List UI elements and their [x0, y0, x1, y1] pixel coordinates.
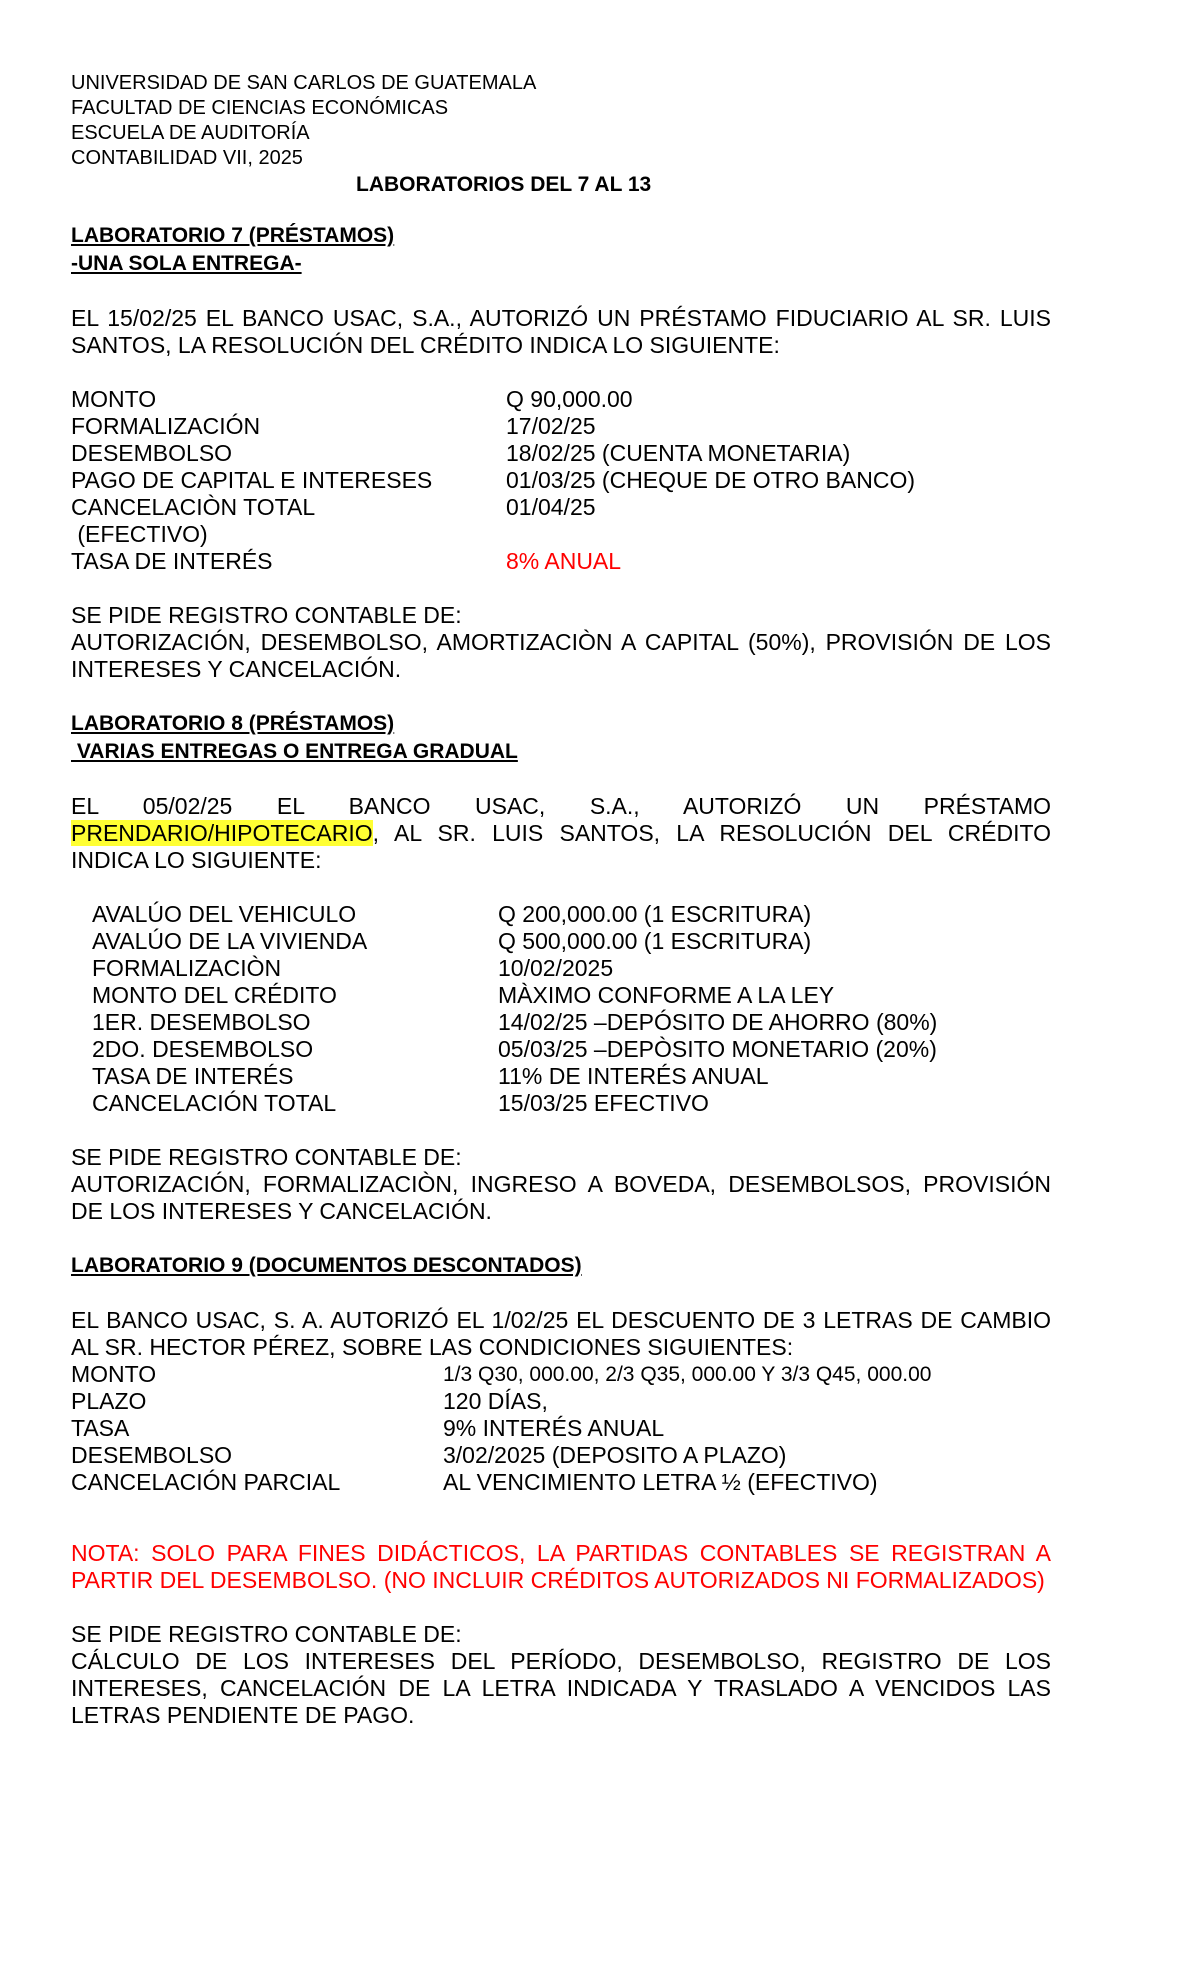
term-value: 01/04/25 [506, 494, 596, 520]
term-row [92, 982, 1051, 1009]
term-row [92, 1063, 1051, 1090]
term-label: FORMALIZACIÒN [92, 955, 282, 981]
term-value: 01/03/25 (CHEQUE DE OTRO BANCO) [506, 467, 915, 493]
term-value: 10/02/2025 [498, 955, 614, 981]
term-row [92, 955, 1051, 982]
lab8-terms [71, 901, 1051, 1117]
term-label: 2DO. DESEMBOLSO [92, 1036, 314, 1062]
lab7-terms [71, 386, 1051, 575]
term-row [71, 1469, 1051, 1496]
lab8-request-text: AUTORIZACIÓN, FORMALIZACIÒN, INGRESO A BOVEDA, DESEMBOLSOS, PROVISIÓN DE LOS INTERESES Y CANCELACIÓN. [71, 1171, 1051, 1224]
term-value: 9% INTERÉS ANUAL [443, 1415, 665, 1441]
term-label: MONTO [71, 1361, 157, 1387]
term-row [92, 1009, 1051, 1036]
term-row [92, 1090, 1051, 1117]
term-row [71, 386, 1051, 413]
institution-header [71, 71, 1051, 171]
document-content [71, 71, 1051, 1729]
lab8-intro-line: EL 05/02/25 EL BANCO USAC, S.A., AUTORIZÓ UN PRÉSTAMO [71, 793, 1051, 819]
term-label: CANCELACIÒN TOTAL [71, 494, 316, 520]
header-line: FACULTAD DE CIENCIAS ECONÓMICAS [71, 97, 449, 119]
term-label: AVALÚO DE LA VIVIENDA [92, 928, 368, 954]
interest-rate-value: 8% ANUAL [506, 548, 622, 574]
term-value: Q 90,000.00 [506, 386, 633, 412]
term-row [92, 1036, 1051, 1063]
lab8-intro [71, 793, 1051, 874]
term-label: CANCELACIÓN TOTAL [92, 1090, 337, 1116]
didactic-note: NOTA: SOLO PARA FINES DIDÁCTICOS, LA PARTIDAS CONTABLES SE REGISTRAN A PARTIR DEL DESEMBOLSO. (NO INCLUIR CRÉDITOS AUTORIZADOS NI FORMALIZADOS) [71, 1540, 1051, 1593]
term-value: 17/02/25 [506, 413, 596, 439]
term-row [71, 1361, 1051, 1388]
term-label: TASA [71, 1415, 130, 1441]
term-row [71, 1388, 1051, 1415]
term-value: 1/3 Q30, 000.00, 2/3 Q35, 000.00 Y 3/3 Q45, 000.00 [443, 1363, 932, 1386]
lab9-request-text: CÁLCULO DE LOS INTERESES DEL PERÍODO, DESEMBOLSO, REGISTRO DE LOS INTERESES, CANCELACIÓN DE LA LETRA INDICADA Y TRASLADO A VENCIDOS LAS LETRAS PENDIENTE DE PAGO. [71, 1648, 1051, 1728]
document-title: LABORATORIOS DEL 7 AL 13 [356, 173, 652, 196]
lab8-intro-line [71, 820, 1051, 847]
term-label: MONTO DEL CRÉDITO [92, 982, 337, 1008]
highlighted-loan-type: PRENDARIO/HIPOTECARIO [71, 820, 373, 846]
lab7-title: LABORATORIO 7 (PRÉSTAMOS) [71, 224, 395, 247]
lab9-request-label: SE PIDE REGISTRO CONTABLE DE: [71, 1621, 462, 1647]
term-label: MONTO [71, 386, 157, 412]
term-label: PLAZO [71, 1388, 147, 1414]
term-row [71, 494, 1051, 521]
term-label: TASA DE INTERÉS [92, 1063, 294, 1089]
term-row [71, 1415, 1051, 1442]
term-row [71, 440, 1051, 467]
lab9-intro: EL BANCO USAC, S. A. AUTORIZÓ EL 1/02/25 EL DESCUENTO DE 3 LETRAS DE CAMBIO AL SR. HECTOR PÉREZ, SOBRE LAS CONDICIONES SIGUIENTES: [71, 1307, 1051, 1360]
term-label: 1ER. DESEMBOLSO [92, 1009, 311, 1035]
lab8-request-label: SE PIDE REGISTRO CONTABLE DE: [71, 1144, 462, 1170]
term-value: MÀXIMO CONFORME A LA LEY [498, 982, 835, 1008]
lab7-request-text: AUTORIZACIÓN, DESEMBOLSO, AMORTIZACIÒN A CAPITAL (50%), PROVISIÓN DE LOS INTERESES Y CANCELACIÓN. [71, 629, 1051, 682]
lab7-request-label: SE PIDE REGISTRO CONTABLE DE: [71, 602, 462, 628]
term-value: 3/02/2025 (DEPOSITO A PLAZO) [443, 1442, 787, 1468]
term-label: DESEMBOLSO [71, 1442, 233, 1468]
term-label: FORMALIZACIÓN [71, 413, 261, 439]
header-line: UNIVERSIDAD DE SAN CARLOS DE GUATEMALA [71, 72, 537, 94]
lab8-subtitle: VARIAS ENTREGAS O ENTREGA GRADUAL [71, 740, 518, 763]
term-label: AVALÚO DEL VEHICULO [92, 901, 357, 927]
term-row [71, 548, 1051, 575]
lab8-intro-rest: , AL SR. LUIS SANTOS, LA RESOLUCIÓN DEL CRÉDITO [372, 820, 1051, 846]
term-row [71, 467, 1051, 494]
lab8-intro-line: INDICA LO SIGUIENTE: [71, 847, 322, 873]
term-row [92, 928, 1051, 955]
term-value: Q 200,000.00 (1 ESCRITURA) [498, 901, 812, 927]
term-value: 14/02/25 –DEPÓSITO DE AHORRO (80%) [498, 1009, 938, 1035]
term-value: 120 DÍAS, [443, 1388, 548, 1414]
term-label: TASA DE INTERÉS [71, 548, 273, 574]
term-row [92, 901, 1051, 928]
term-row [71, 413, 1051, 440]
lab7-intro: EL 15/02/25 EL BANCO USAC, S.A., AUTORIZÓ UN PRÉSTAMO FIDUCIARIO AL SR. LUIS SANTOS, LA RESOLUCIÓN DEL CRÉDITO INDICA LO SIGUIENTE: [71, 305, 1051, 358]
term-value: AL VENCIMIENTO LETRA ½ (EFECTIVO) [443, 1469, 878, 1495]
lab8-title: LABORATORIO 8 (PRÉSTAMOS) [71, 712, 395, 735]
term-label: CANCELACIÓN PARCIAL [71, 1469, 341, 1495]
lab9-title: LABORATORIO 9 (DOCUMENTOS DESCONTADOS) [71, 1254, 582, 1277]
term-row [71, 1442, 1051, 1469]
term-label: (EFECTIVO) [71, 521, 208, 547]
term-value: 11% DE INTERÉS ANUAL [498, 1063, 769, 1089]
term-value: 05/03/25 –DEPÒSITO MONETARIO (20%) [498, 1036, 937, 1062]
term-value: Q 500,000.00 (1 ESCRITURA) [498, 928, 812, 954]
term-value: 15/03/25 EFECTIVO [498, 1090, 709, 1116]
header-line: ESCUELA DE AUDITORÍA [71, 122, 310, 144]
lab9-terms [71, 1361, 1051, 1496]
header-line: CONTABILIDAD VII, 2025 [71, 147, 303, 169]
term-row [71, 521, 1051, 548]
lab7-subtitle: -UNA SOLA ENTREGA- [71, 252, 302, 275]
term-label: DESEMBOLSO [71, 440, 233, 466]
term-value: 18/02/25 (CUENTA MONETARIA) [506, 440, 851, 466]
term-label: PAGO DE CAPITAL E INTERESES [71, 467, 433, 493]
